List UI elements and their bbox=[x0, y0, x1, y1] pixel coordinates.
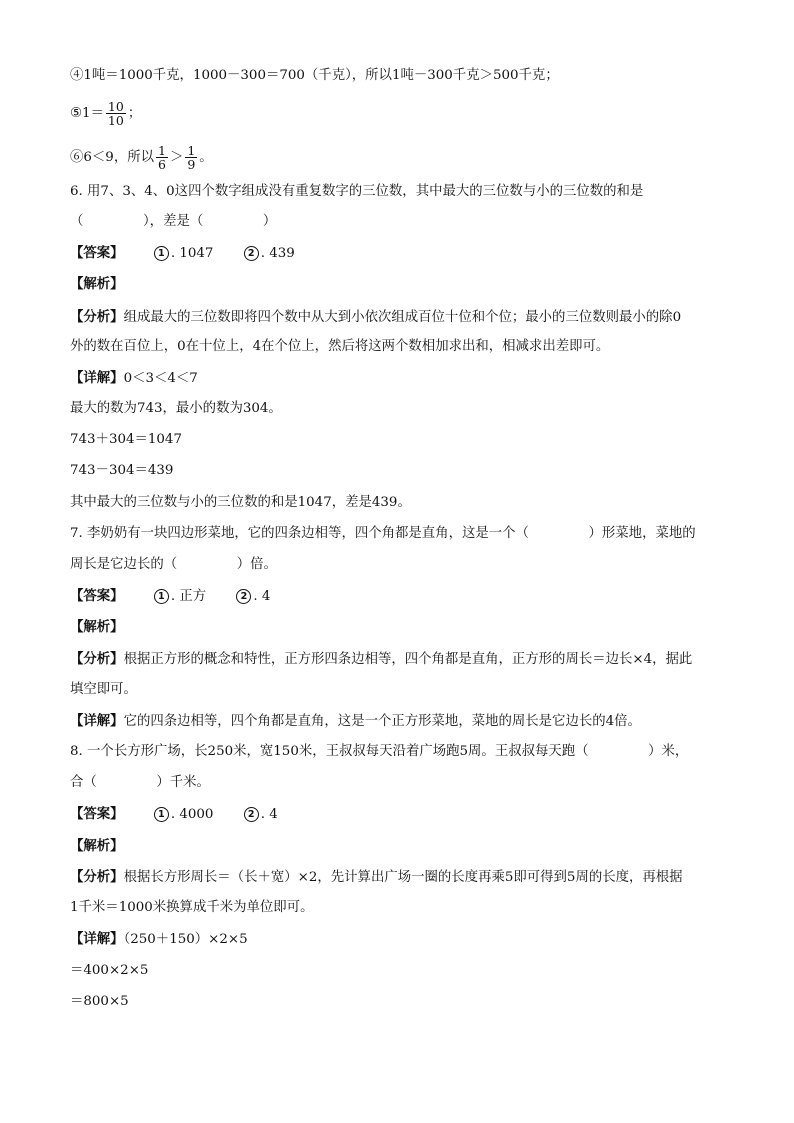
q7-stem-line2: 周长是它边长的（ ）倍。 bbox=[70, 557, 277, 572]
fraction-denominator: 9 bbox=[187, 157, 196, 172]
fraction-denominator: 10 bbox=[107, 113, 124, 128]
q8-detail-line1 bbox=[70, 929, 248, 950]
q6-jiexi-tag: 【解析】 bbox=[70, 276, 124, 292]
answer-value: . 4000 bbox=[170, 807, 214, 822]
text: ⑥6＜9，所以 bbox=[70, 150, 154, 165]
detail-tag: 【详解】 bbox=[70, 370, 124, 386]
circled-number: 1 bbox=[154, 246, 169, 261]
fraction-denominator: 6 bbox=[158, 157, 166, 172]
detail-text: 它的四条边相等，四个角都是直角，这是一个正方形菜地，菜地的周长是它边长的4倍。 bbox=[123, 714, 641, 729]
q8-stem-line2: 合（ ）千米。 bbox=[70, 775, 210, 790]
answer-tag: 【答案】 bbox=[70, 806, 124, 822]
q7-answer bbox=[70, 586, 270, 607]
q6-analysis-line2: 外的数在百位上，0在十位上，4在个位上，然后将这两个数相加求出和，相减求出差即可。 bbox=[70, 339, 610, 354]
q8-detail-line2: ＝400×2×5 bbox=[70, 963, 149, 978]
answer-value: . 4 bbox=[260, 807, 278, 822]
q7-jiexi-tag: 【解析】 bbox=[70, 619, 124, 635]
answer-2 bbox=[244, 805, 278, 825]
answer-tag: 【答案】 bbox=[70, 588, 124, 604]
answer-value: . 正方 bbox=[170, 589, 207, 604]
q7-detail-line1 bbox=[70, 711, 641, 732]
answer-tag: 【答案】 bbox=[70, 245, 124, 261]
text: 。 bbox=[199, 150, 213, 165]
circled-number: 2 bbox=[244, 807, 259, 822]
answer-value: . 4 bbox=[253, 589, 271, 604]
fraction-numerator: 1 bbox=[187, 143, 196, 158]
detail-text: （250＋150）×2×5 bbox=[123, 932, 248, 947]
circled-number: 2 bbox=[244, 246, 259, 261]
answer-2 bbox=[236, 587, 270, 607]
answer-1 bbox=[154, 805, 214, 825]
detail-text: 0＜3＜4＜7 bbox=[123, 371, 198, 386]
answer-value: . 1047 bbox=[170, 246, 214, 261]
text: ⑤1＝ bbox=[70, 106, 104, 121]
operator: ＞ bbox=[169, 150, 184, 165]
q6-detail-line3: 743＋304＝1047 bbox=[70, 432, 182, 447]
fraction-numerator: 1 bbox=[158, 143, 166, 158]
answer-2 bbox=[244, 244, 295, 264]
fraction-one-sixth bbox=[156, 144, 168, 171]
analysis-tag: 【分析】 bbox=[70, 651, 124, 667]
circled-number: 1 bbox=[154, 807, 169, 822]
q6-detail-line1 bbox=[70, 368, 198, 389]
q8-analysis-line2: 1千米＝1000米换算成千米为单位即可。 bbox=[70, 900, 314, 915]
q6-detail-line5: 其中最大的三位数与小的三位数的和是1047，差是439。 bbox=[70, 495, 411, 510]
answer-value: . 439 bbox=[260, 246, 295, 261]
q8-jiexi-tag: 【解析】 bbox=[70, 838, 124, 854]
analysis-text: 根据长方形周长＝（长＋宽）×2，先计算出广场一圈的长度再乘5即可得到5周的长度，再根据 bbox=[123, 870, 683, 885]
q7-analysis-line2: 填空即可。 bbox=[70, 682, 137, 697]
analysis-tag: 【分析】 bbox=[70, 309, 124, 325]
q7-stem-line1: 7. 李奶奶有一块四边形菜地，它的四条边相等，四个角都是直角，这是一个（ ）形菜地，菜地的 bbox=[70, 526, 696, 541]
line-fraction-5 bbox=[70, 100, 141, 127]
analysis-text: 组成最大的三位数即将四个数中从大到小依次组成百位十位和个位；最小的三位数则最小的除0 bbox=[123, 310, 682, 325]
line-conversion-4: ④1吨＝1000千克，1000－300＝700（千克），所以1吨－300千克＞500千克； bbox=[70, 68, 559, 83]
circled-number: 2 bbox=[236, 589, 251, 604]
answer-1 bbox=[154, 244, 214, 264]
q8-analysis-line1 bbox=[70, 867, 683, 888]
detail-tag: 【详解】 bbox=[70, 713, 124, 729]
q6-stem-line1: 6. 用7、3、4、0这四个数字组成没有重复数字的三位数，其中最大的三位数与小的三位数的和是 bbox=[70, 184, 644, 199]
circled-number: 1 bbox=[154, 589, 169, 604]
detail-tag: 【详解】 bbox=[70, 931, 124, 947]
q6-detail-line4: 743－304＝439 bbox=[70, 463, 174, 478]
q6-analysis-line1 bbox=[70, 307, 681, 328]
fraction-one-ninth bbox=[185, 144, 197, 171]
q8-detail-line3: ＝800×5 bbox=[70, 994, 129, 1009]
analysis-text: 根据正方形的概念和特性，正方形四条边相等，四个角都是直角，正方形的周长＝边长×4，据此 bbox=[123, 652, 693, 667]
analysis-tag: 【分析】 bbox=[70, 869, 124, 885]
fraction-ten-tenths bbox=[106, 100, 126, 127]
line-fraction-compare-6 bbox=[70, 144, 213, 171]
q8-answer bbox=[70, 804, 278, 825]
q7-analysis-line1 bbox=[70, 649, 692, 670]
q6-detail-line2: 最大的数为743，最小的数为304。 bbox=[70, 401, 282, 416]
q6-answer bbox=[70, 243, 295, 264]
answer-1 bbox=[154, 587, 206, 607]
fraction-numerator: 10 bbox=[107, 99, 124, 114]
q6-stem-line2: （ ），差是（ ） bbox=[70, 214, 277, 229]
text: ； bbox=[127, 106, 142, 121]
q8-stem-line1: 8. 一个长方形广场，长250米，宽150米，王叔叔每天沿着广场跑5周。王叔叔每天跑（ ）米， bbox=[70, 744, 689, 759]
